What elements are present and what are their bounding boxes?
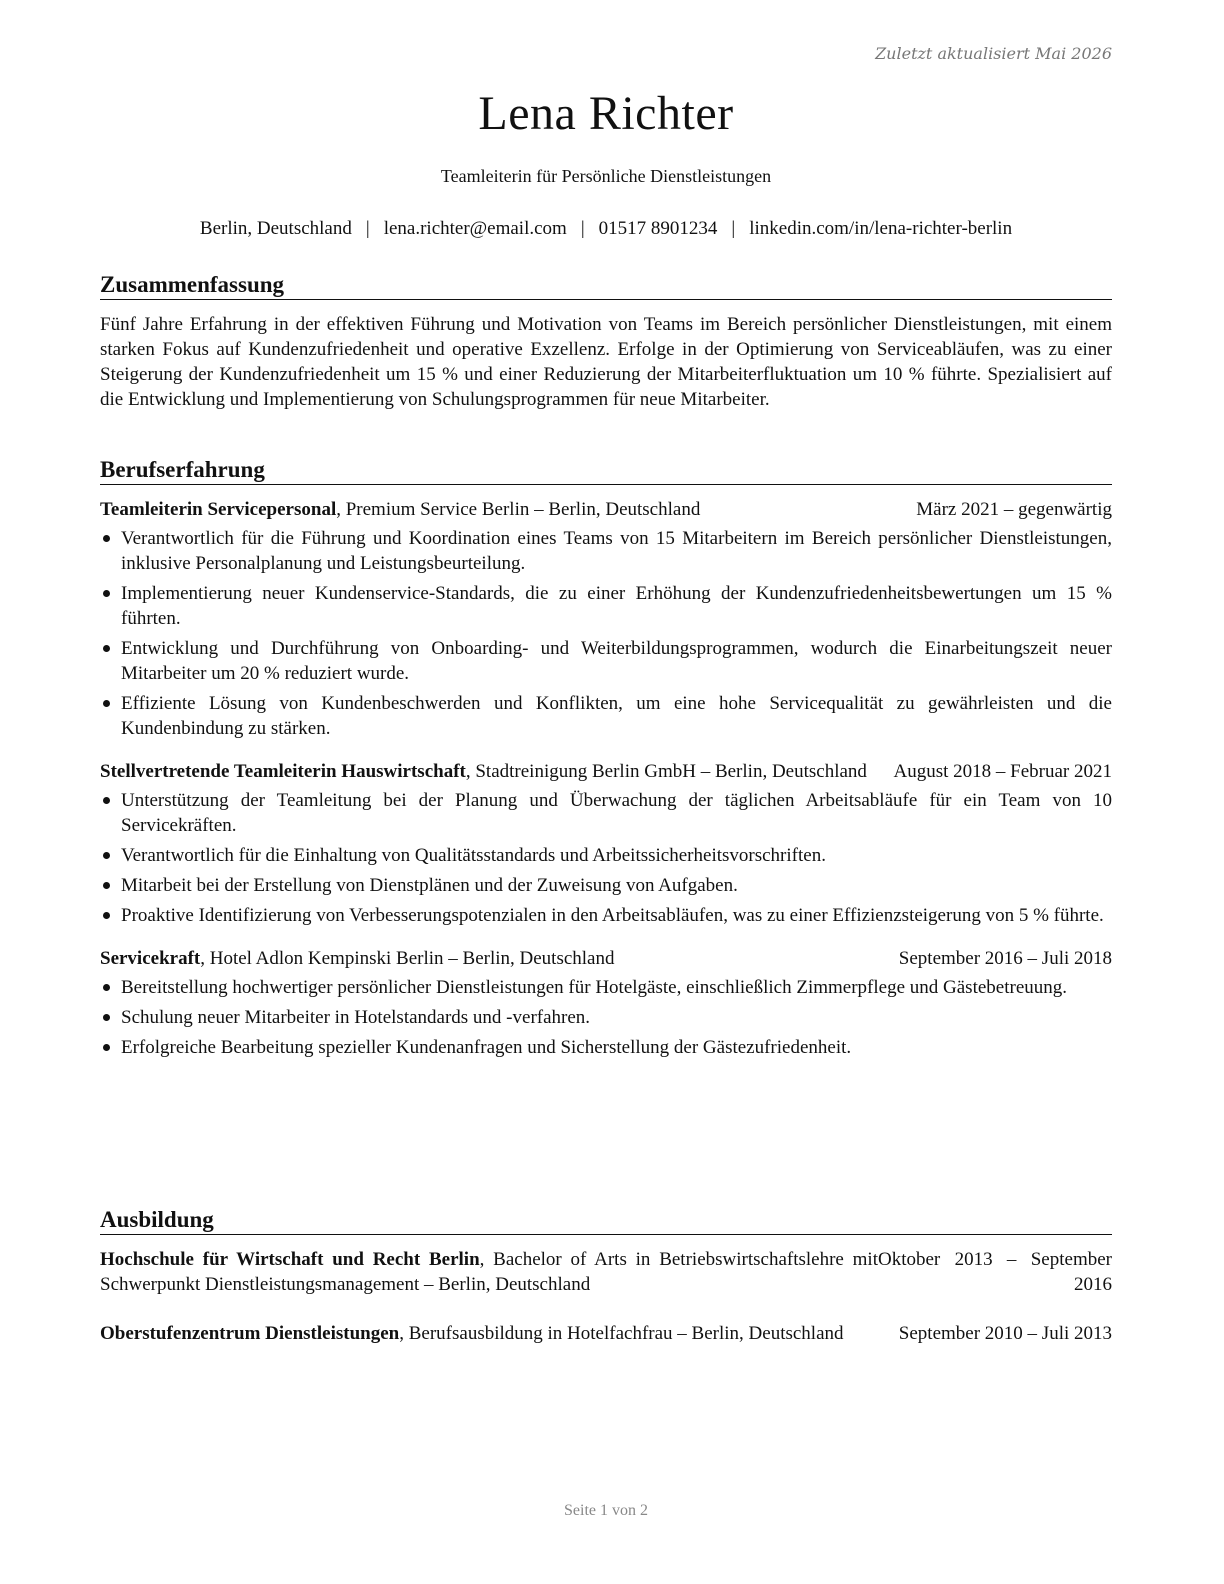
education-school: Oberstufenzentrum Dienstleistungen [100,1323,400,1344]
education-header [100,1247,1112,1297]
education-header [100,1321,1112,1346]
list-item: Proaktive Identifizierung von Verbesserungspotenzialen in den Arbeitsabläufen, was zu einer Effizienzsteigerung von 5 % führte. [100,903,1112,928]
contact-line [100,218,1112,240]
job-header [100,759,1112,784]
job-title-line [100,759,870,784]
candidate-name: Lena Richter [478,87,734,140]
job-bullets [100,526,1112,741]
list-item: Unterstützung der Teamleitung bei der Planung und Überwachung der täglichen Arbeitsabläufe für ein Team von 10 Servicekräften. [100,788,1112,838]
section-title: Berufserfahrung [100,456,1112,485]
list-item: Bereitstellung hochwertiger persönlicher Dienstleistungen für Hotelgäste, einschließlich Zimmerpflege und Gästebetreuung. [100,975,1112,1000]
job-role: Teamleiterin Servicepersonal [100,499,337,520]
job-title-line [100,946,870,971]
education-dates: September 2010 – Juli 2013 [898,1323,1112,1344]
contact-separator: | [365,218,370,239]
page-number: Seite 1 von 2 [564,1502,648,1519]
education-school: Hochschule für Wirtschaft und Recht Berlin [100,1249,480,1270]
list-item: Entwicklung und Durchführung von Onboarding- und Weiterbildungsprogrammen, wodurch die Einarbeitungszeit neuer Mitarbeiter um 20 % reduziert wurde. [100,636,1112,686]
job-employer: , Hotel Adlon Kempinski Berlin – Berlin, Deutschland [200,948,615,969]
job-dates: August 2018 – Februar 2021 [893,761,1112,782]
job-header [100,497,1112,522]
list-item: Implementierung neuer Kundenservice-Standards, die zu einer Erhöhung der Kundenzufriedenheitsbewertungen um 15 % führten. [100,581,1112,631]
list-item: Erfolgreiche Bearbeitung spezieller Kundenanfragen und Sicherstellung der Gästezufriedenheit. [100,1035,1112,1060]
section-title: Ausbildung [100,1206,1112,1235]
summary-section [100,271,1112,412]
contact-phone: 01517 8901234 [598,218,718,239]
education-degree: , Berufsausbildung in Hotelfachfrau – Berlin, Deutschland [399,1323,844,1344]
education-entry [100,1321,1112,1346]
job-role: Servicekraft [100,948,201,969]
job-entry [100,946,1112,1060]
education-degree: , Bachelor of Arts in Betriebswirtschaftslehre mit Schwerpunkt Dienstleistungsmanagement – Berlin, Deutschland [100,1249,878,1295]
job-employer: , Stadtreinigung Berlin GmbH – Berlin, Deutschland [465,761,867,782]
contact-location: Berlin, Deutschland [199,218,352,239]
contact-separator: | [731,218,736,239]
resume-page [100,0,1112,1584]
candidate-title: Teamleiterin für Persönliche Dienstleistungen [440,166,772,186]
list-item: Schulung neuer Mitarbeiter in Hotelstandards und -verfahren. [100,1005,1112,1030]
job-employer: , Premium Service Berlin – Berlin, Deutschland [336,499,701,520]
job-dates: März 2021 – gegenwärtig [916,499,1112,520]
job-bullets [100,788,1112,928]
job-dates: September 2016 – Juli 2018 [898,948,1112,969]
contact-linkedin[interactable]: linkedin.com/in/lena-richter-berlin [749,218,1013,239]
education-entry [100,1247,1112,1297]
list-item: Effiziente Lösung von Kundenbeschwerden und Konflikten, um eine hohe Servicequalität zu gewährleisten und die Kundenbindung zu stärken. [100,691,1112,741]
contact-separator: | [580,218,585,239]
education-section [100,1206,1112,1346]
list-item: Mitarbeit bei der Erstellung von Dienstplänen und der Zuweisung von Aufgaben. [100,873,1112,898]
job-entry [100,497,1112,741]
last-updated: Zuletzt aktualisiert Mai 2026 [875,44,1112,63]
contact-email[interactable]: lena.richter@email.com [383,218,567,239]
job-bullets [100,975,1112,1060]
job-title-line [100,497,916,522]
list-item: Verantwortlich für die Einhaltung von Qualitätsstandards und Arbeitssicherheitsvorschriften. [100,843,1112,868]
education-title-line [100,1247,878,1297]
list-item: Verantwortlich für die Führung und Koordination eines Teams von 15 Mitarbeitern im Bereich persönlicher Dienstleistungen, inklusive Personalplanung und Leistungsbeurteilung. [100,526,1112,576]
education-dates: Oktober 2013 – September 2016 [878,1249,1112,1295]
summary-text: Fünf Jahre Erfahrung in der effektiven Führung und Motivation von Teams im Bereich persönlicher Dienstleistungen, mit einem starken Fokus auf Kundenzufriedenheit und operative Exzellenz. Erfolge in der Optimierung von Serviceabläufen, was zu einer Steigerung der Kundenzufriedenheit um 15 % und einer Reduzierung der Mitarbeiterfluktuation um 10 % führte. Spezialisiert auf die Entwicklung und Implementierung von Schulungsprogrammen für neue Mitarbeiter. [100,314,1112,410]
job-role: Stellvertretende Teamleiterin Hauswirtschaft [100,761,466,782]
job-entry [100,759,1112,928]
job-header [100,946,1112,971]
experience-section [100,456,1112,1065]
education-title-line [100,1321,878,1346]
section-title: Zusammenfassung [100,271,1112,300]
